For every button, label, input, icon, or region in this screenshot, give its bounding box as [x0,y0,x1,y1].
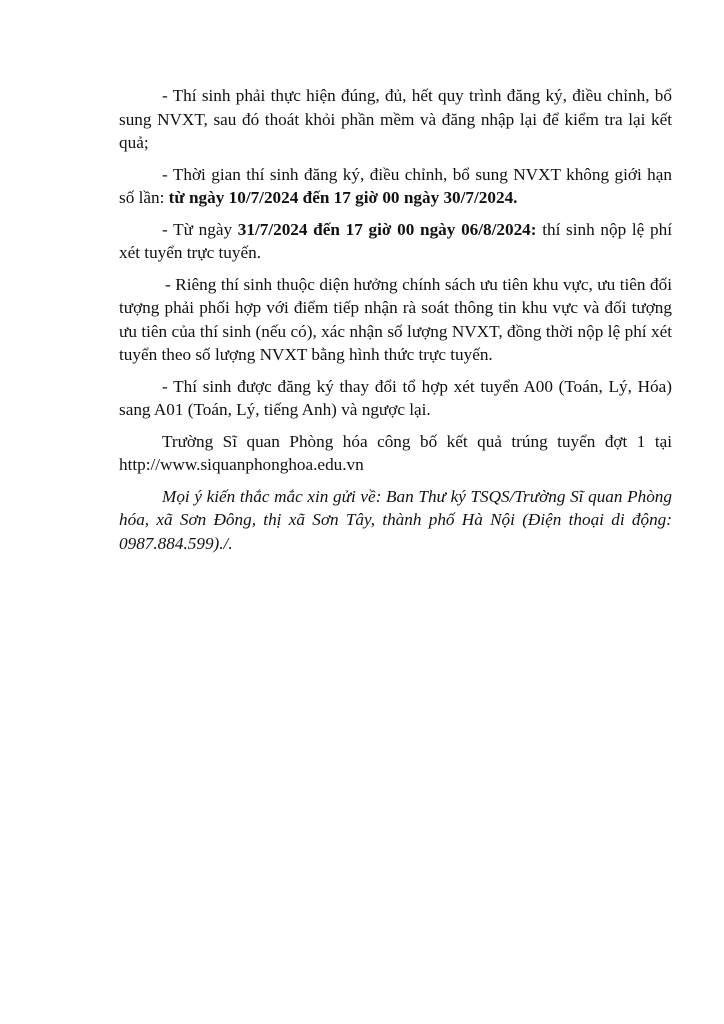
paragraph-text: - Từ ngày [162,219,238,239]
paragraph-fee-payment [119,218,672,265]
paragraph-text: thí sinh nộp lệ phí xét tuyển trực tuyến. [119,219,672,262]
paragraph-text: - Thí sinh được đăng ký thay đổi tổ hợp xét tuyển A00 (Toán, Lý, Hóa) sang A01 (Toán, Lý, tiếng Anh) và ngược lại. [119,376,672,419]
paragraph-text: - Thí sinh phải thực hiện đúng, đủ, hết quy trình đăng ký, điều chỉnh, bổ sung NVXT, sau đó thoát khỏi phần mềm và đăng nhập lại để kiểm tra lại kết quả; [119,86,672,152]
paragraph-subject-combination [119,375,672,422]
paragraph-results-announcement [119,430,672,477]
paragraph-registration-procedure [119,84,672,155]
paragraph-text: - Thời gian thí sinh đăng ký, điều chỉnh, bổ sung NVXT không giới hạn số lần: [119,164,672,207]
paragraph-priority-candidates [119,273,672,367]
fee-payment-dates: 31/7/2024 đến 17 giờ 00 ngày 06/8/2024: [237,219,537,239]
paragraph-text: - Riêng thí sinh thuộc diện hưởng chính sách ưu tiên khu vực, ưu tiên đối tượng phải phối hợp với điểm tiếp nhận rà soát thông tin khu vực và đối tượng ưu tiên của thí sinh (nếu có), xác nhận số lượng NVXT, đồng thời nộp lệ phí xét tuyển theo số lượng NVXT bằng hình thức trực tuyến. [119,274,672,364]
registration-dates: từ ngày 10/7/2024 đến 17 giờ 00 ngày 30/7/2024. [168,188,518,207]
paragraph-text: Trường Sĩ quan Phòng hóa công bố kết quả trúng tuyển đợt 1 tại http://www.siquanphonghoa.edu.vn [119,431,672,474]
paragraph-contact-info [119,485,672,556]
paragraph-registration-period [119,163,672,210]
document-body [119,84,672,563]
paragraph-text: Mọi ý kiến thắc mắc xin gửi về: Ban Thư ký TSQS/Trường Sĩ quan Phòng hóa, xã Sơn Đông, thị xã Sơn Tây, thành phố Hà Nội (Điện thoại di động: 0987.884.599)./. [119,486,672,553]
